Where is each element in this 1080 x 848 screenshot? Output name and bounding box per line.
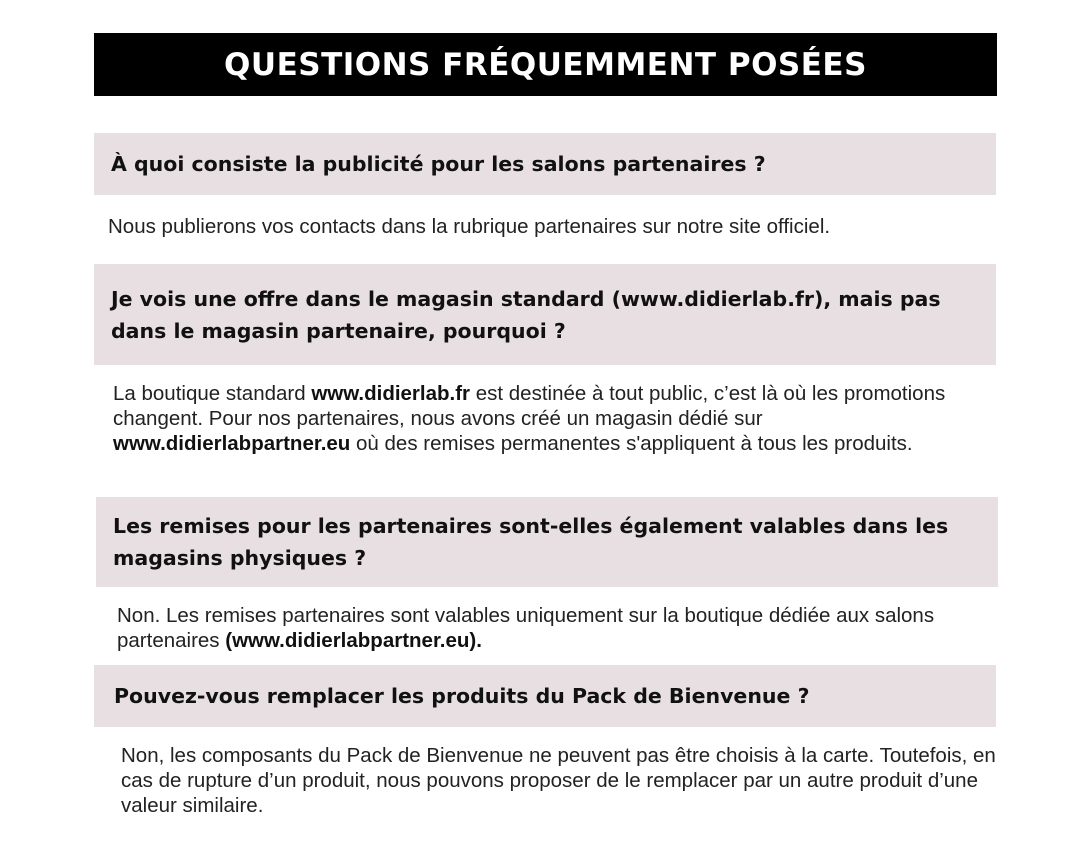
faq-question-2 bbox=[94, 264, 996, 365]
question-text: Les remises pour les partenaires sont-elles également valables dans les magasins physiques ? bbox=[113, 514, 949, 570]
question-text: À quoi consiste la publicité pour les salons partenaires ? bbox=[111, 152, 766, 176]
faq-answer-3 bbox=[117, 603, 1017, 653]
partner-site-link-text: www.didierlabpartner.eu bbox=[113, 432, 351, 455]
website-link-text: www.didierlab.fr bbox=[311, 382, 471, 405]
faq-question-1 bbox=[94, 133, 996, 195]
answer-text: où des remises permanentes s'appliquent à tous les produits. bbox=[350, 432, 913, 455]
faq-answer-2 bbox=[113, 381, 993, 456]
faq-answer-4 bbox=[121, 743, 1001, 818]
faq-header bbox=[94, 33, 997, 96]
question-text: Je vois une offre dans le magasin standard (www.didierlab.fr), mais pas dans le magasin partenaire, pourquoi ? bbox=[111, 286, 941, 343]
partner-site-link-text: (www.didierlabpartner.eu). bbox=[225, 629, 482, 652]
faq-answer-1 bbox=[108, 214, 1008, 239]
answer-text: Nous publierons vos contacts dans la rubrique partenaires sur notre site officiel. bbox=[108, 215, 831, 238]
page-title: QUESTIONS FRÉQUEMMENT POSÉES bbox=[224, 46, 867, 83]
answer-text: Non. Les remises partenaires sont valables uniquement sur la boutique dédiée aux salons partenaires bbox=[117, 604, 935, 652]
answer-text: est destinée à tout public, c’est là où les promotions changent. Pour nos partenaires, nous avons créé un magasin dédié sur bbox=[113, 382, 946, 430]
question-text: Pouvez-vous remplacer les produits du Pack de Bienvenue ? bbox=[114, 684, 810, 708]
faq-question-3 bbox=[96, 497, 998, 587]
faq-question-4 bbox=[94, 665, 996, 727]
answer-text: La boutique standard bbox=[113, 382, 312, 405]
answer-text: Non, les composants du Pack de Bienvenue ne peuvent pas être choisis à la carte. Toutefois, en cas de rupture d’un produit, nous pouvons proposer de le remplacer par un autre produit d’une valeur similaire. bbox=[121, 744, 996, 817]
